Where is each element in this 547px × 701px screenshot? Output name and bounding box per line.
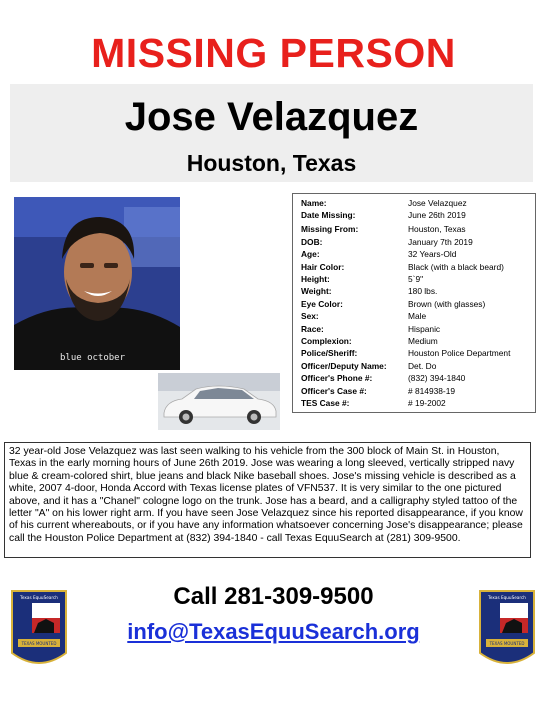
missing-person-details-table — [292, 193, 536, 413]
details-row — [301, 336, 531, 347]
details-value: # 19-2002 — [408, 397, 446, 408]
details-row — [301, 373, 531, 384]
details-label: Missing From: — [301, 224, 359, 235]
details-value: January 7th 2019 — [408, 236, 473, 247]
details-row — [301, 274, 531, 285]
details-label: Name: — [301, 198, 327, 208]
details-row — [301, 249, 531, 260]
details-row — [301, 311, 531, 322]
svg-text:Texas EquuSearch: Texas EquuSearch — [488, 595, 526, 600]
details-row — [301, 361, 531, 372]
details-label: Race: — [301, 323, 324, 334]
details-label: Date Missing: — [301, 210, 356, 221]
shirt-text: blue october — [60, 353, 126, 363]
description-text: 32 year-old Jose Velazquez was last seen walking to his vehicle from the 300 block of Main St. in Houston, Texas in the early morning hours of June 26th 2019. Jose was wearing a long sleeved, vertically stripped navy blue & cream-colored shirt, blue jeans and black Nike baseball shoes. Jose's missing vehicle is described as a white, 2007 4-door, Honda Accord with Texas license plates of VFN537. It is very similar to the one pictured above, and it has a "Chanel" cologne logo on the trunk. Jose has a beard, and a calligraphy styled tattoo of the letter "A" on his lower right arm. If you have seen Jose Velazquez since his reported disappearance, if you know of his current whereabouts, or if you have any information whatsoever concerning Jose's disappearance; please call the Houston Police Department at (832) 394-1840 - call Texas EquuSearch at (281) 309-9500. — [9, 446, 523, 544]
contact-email-link[interactable]: info@TexasEquuSearch.org — [127, 619, 420, 644]
details-value: Black (with a black beard) — [408, 261, 504, 272]
svg-text:Texas EquuSearch: Texas EquuSearch — [20, 595, 58, 600]
details-label: Officer's Phone #: — [301, 373, 373, 384]
call-hotline: Call 281-309-9500 — [173, 583, 374, 610]
details-row — [301, 286, 531, 297]
person-location: Houston, Texas — [186, 150, 357, 176]
details-label: Sex: — [301, 311, 319, 322]
details-label: Weight: — [301, 286, 332, 297]
details-label: Age: — [301, 249, 320, 260]
details-row — [301, 224, 531, 235]
details-value: Hispanic — [408, 323, 441, 334]
details-row — [301, 348, 531, 359]
poster-title: MISSING PERSON — [91, 30, 456, 76]
details-value: Male — [408, 311, 427, 322]
person-photo — [14, 197, 180, 370]
details-value: June 26th 2019 — [408, 210, 466, 221]
details-label: Hair Color: — [301, 261, 345, 272]
details-label: Height: — [301, 273, 330, 284]
details-value: Medium — [408, 335, 438, 346]
details-label: DOB: — [301, 236, 323, 247]
details-value: Houston, Texas — [408, 224, 466, 235]
details-row — [301, 198, 531, 209]
details-row — [301, 299, 531, 310]
details-label: Officer's Case #: — [301, 385, 367, 396]
details-value: # 814938-19 — [408, 385, 456, 396]
name-banner — [10, 84, 533, 182]
details-label: Complexion: — [301, 335, 352, 346]
vehicle-photo — [158, 373, 280, 430]
details-row — [301, 262, 531, 273]
details-value: 5`9" — [408, 273, 424, 284]
details-row — [301, 324, 531, 335]
details-value: 32 Years-Old — [408, 249, 457, 260]
details-label: Eye Color: — [301, 298, 343, 309]
svg-text:TEXAS MOUNTED: TEXAS MOUNTED — [21, 641, 57, 646]
details-row — [301, 210, 531, 221]
details-row — [301, 398, 531, 409]
details-label: Officer/Deputy Name: — [301, 360, 387, 371]
details-value: Det. Do — [408, 360, 437, 371]
texas-equusearch-badge-icon — [10, 589, 68, 673]
case-description — [4, 442, 531, 558]
details-value: 180 lbs. — [408, 286, 438, 297]
details-value: Brown (with glasses) — [408, 298, 486, 309]
svg-text:TEXAS MOUNTED: TEXAS MOUNTED — [489, 641, 525, 646]
texas-equusearch-badge-icon — [478, 589, 536, 673]
details-value: Jose Velazquez — [408, 198, 467, 208]
details-label: TES Case #: — [301, 397, 350, 408]
person-name: Jose Velazquez — [124, 95, 419, 139]
details-value: (832) 394-1840 — [408, 373, 466, 384]
details-label: Police/Sheriff: — [301, 348, 358, 359]
details-value: Houston Police Department — [408, 348, 511, 359]
details-row — [301, 237, 531, 248]
details-row — [301, 386, 531, 397]
